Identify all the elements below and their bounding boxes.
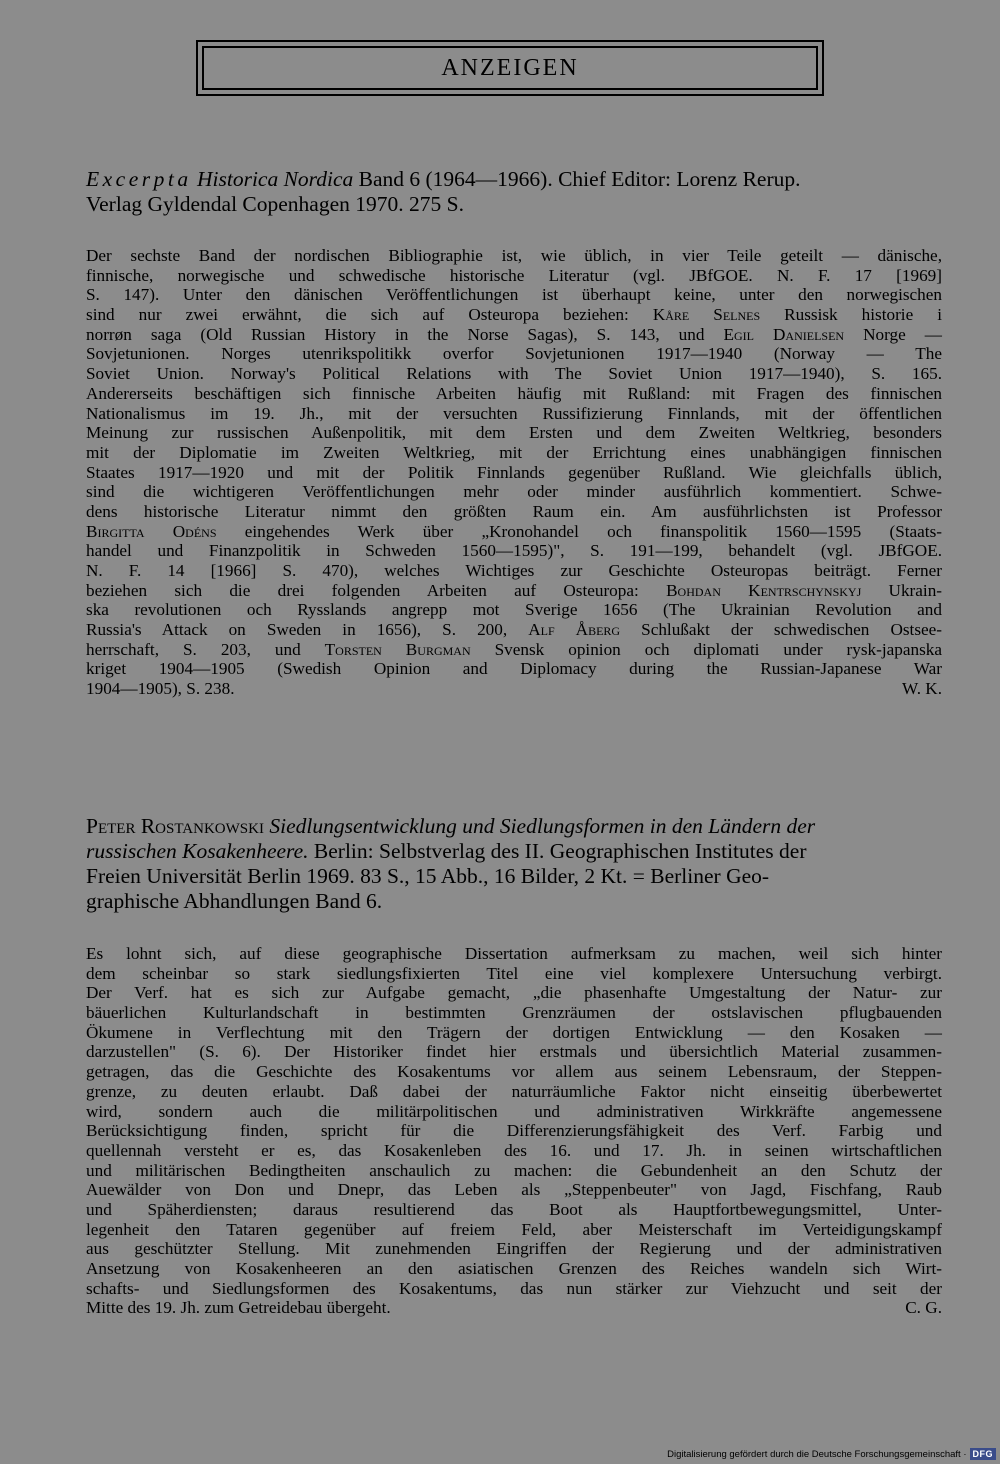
text-run: Norge — — [844, 324, 942, 344]
body-line — [86, 1102, 942, 1122]
dfg-logo: DFG — [970, 1448, 997, 1460]
body-line — [86, 1082, 942, 1102]
review-1-body — [86, 246, 942, 699]
text-run: getragen, das die Geschichte des Kosakentums vor allem aus seinem Lebensraum, der Steppen- — [86, 1062, 942, 1082]
body-line — [86, 1121, 942, 1141]
text-run: Freien Universität Berlin 1969. 83 S., 15 Abb., 16 Bilder, 2 Kt. = Berliner Geo- — [86, 864, 770, 888]
text-run: und Späherdiensten; daraus resultierend das Boot als Hauptfortbewegungsmittel, Unter- — [86, 1199, 942, 1219]
heading-line — [86, 889, 942, 914]
body-line — [86, 404, 942, 424]
body-line — [86, 443, 942, 463]
body-line — [86, 384, 942, 404]
body-line — [86, 1279, 942, 1299]
text-run: ska revolutionen och Rysslands angrepp mot Sverige 1656 (The Ukrainian Revolution and — [86, 600, 942, 620]
text-run: Russisk historie i — [760, 305, 942, 325]
text-run: handel und Finanzpolitik in Schweden 1560—1595)", S. 191—199, behandelt (vgl. JBfGOE. — [86, 541, 942, 561]
last-line-text: 1904—1905), S. 238. — [86, 679, 235, 699]
last-line-text: Mitte des 19. Jh. zum Getreidebau übergeht. — [86, 1298, 391, 1318]
text-run: Der sechste Band der nordischen Bibliographie ist, wie üblich, in vier Teile geteilt — dänische, — [86, 246, 942, 265]
text-run: N. F. 14 [1966] S. 470), welches Wichtiges zur Geschichte Osteuropas beiträgt. Ferner — [86, 561, 942, 580]
text-run: S. 147). Unter den dänischen Veröffentlichungen ist überhaupt keine, unter den norwegischen — [86, 285, 942, 305]
text-run: Svensk opinion och diplomati under rysk-japanska — [470, 639, 942, 659]
body-line — [86, 1200, 942, 1220]
reviewer-initials: C. G. — [905, 1298, 942, 1318]
body-line — [86, 561, 942, 581]
body-line — [86, 620, 942, 640]
body-line — [86, 1141, 942, 1161]
body-line — [86, 600, 942, 620]
review-2-body — [86, 944, 942, 1318]
body-line — [86, 964, 942, 984]
text-run: Berlin: Selbstverlag des II. Geographischen Institutes der — [308, 839, 807, 863]
heading-line — [86, 814, 942, 839]
text-run: Ökumene in Verflechtung mit den Trägern der dortigen Entwicklung — den Kosaken — — [86, 1022, 942, 1042]
text-run: bäuerlichen Kulturlandschaft in bestimmten Grenzräumen der ostslavischen pflugbauenden — [86, 1003, 942, 1023]
body-line — [86, 1003, 942, 1023]
text-run: kriget 1904—1905 (Swedish Opinion and Diplomacy during the Russian-Japanese War — [86, 659, 942, 679]
body-line — [86, 482, 942, 502]
body-last-line — [86, 1298, 942, 1318]
text-run: Verlag Gyldendal Copenhagen 1970. 275 S. — [86, 192, 464, 216]
text-run: Meinung zur russischen Außenpolitik, mit dem Ersten und dem Zweiten Weltkrieg, besonders — [86, 423, 942, 443]
section-title-box — [196, 40, 824, 96]
text-run: Der Verf. hat es sich zur Aufgabe gemacht, „die phasenhafte Umgestaltung der Natur- zur — [86, 983, 942, 1003]
body-line — [86, 502, 942, 522]
body-line — [86, 344, 942, 364]
text-run: dem scheinbar so stark siedlungsfixierten Titel eine viel komplexere Untersuchung verbirgt. — [86, 963, 942, 983]
text-run: Schlußakt der schwedischen Ostsee- — [620, 620, 942, 640]
body-line — [86, 1042, 942, 1062]
body-line — [86, 640, 942, 660]
text-run: Ansetzung von Kosakenheeren an den asiatischen Grenzen des Reiches wandeln sich Wirt- — [86, 1259, 942, 1278]
text-run: Staates 1917—1920 und mit der Politik Finnlands gegenüber Rußland. Wie gleichfalls üblich, — [86, 462, 942, 482]
text-run: dens historische Literatur nimmt den größten Raum ein. Am ausführlichsten ist Professor — [86, 501, 942, 521]
body-line — [86, 1161, 942, 1181]
text-run: Ukrain- — [861, 580, 943, 600]
text-run: Russia's Attack on Sweden in 1656), S. 200, — [86, 620, 529, 640]
body-line — [86, 983, 942, 1003]
text-run: sind nur zwei erwähnt, die sich auf Osteuropa beziehen: — [86, 305, 653, 325]
text-run: aus geschützter Stellung. Mit zunehmenden Eingriffen der Regierung und der administrativen — [86, 1239, 942, 1259]
author-name: Alf Åberg — [528, 620, 621, 640]
digitization-credit — [667, 1448, 996, 1460]
text-run: Band 6 (1964—1966). Chief Editor: Lorenz Rerup. — [353, 167, 801, 191]
text-run: Berücksichtigung finden, spricht für die Differenzierungsfähigkeit des Verf. Farbig und — [86, 1121, 942, 1141]
text-run: Auewälder von Don und Dnepr, das Leben als „Steppenbeuter" von Jagd, Fischfang, Raub — [86, 1180, 942, 1200]
author-name: Torsten Burgman — [324, 639, 471, 659]
body-line — [86, 1259, 942, 1279]
text-run: Soviet Union. Norway's Political Relations with The Soviet Union 1917—1940), S. 165. — [86, 364, 942, 384]
body-line — [86, 522, 942, 542]
body-line — [86, 325, 942, 345]
reviewer-initials: W. K. — [902, 679, 942, 699]
text-run: quellennah versteht er es, das Kosakenleben des 16. und 17. Jh. in seinen wirtschaftlichen — [86, 1140, 942, 1160]
text-run: herrschaft, S. 203, und — [86, 639, 325, 659]
heading-line — [86, 839, 942, 864]
body-line — [86, 541, 942, 561]
text-run: mit der Diplomatie im Zweiten Weltkrieg, mit der Errichtung eines unabhängigen finnischen — [86, 442, 942, 462]
text-run: finnische, norwegische und schwedische historische Literatur (vgl. JBfGOE. N. F. 17 [1969] — [86, 265, 942, 285]
italic-text: Historica Nordica — [191, 167, 354, 191]
heading-line — [86, 192, 942, 217]
spaced-italic-text: Excerpta — [86, 167, 192, 191]
body-line — [86, 463, 942, 483]
body-line — [86, 1239, 942, 1259]
body-line — [86, 285, 942, 305]
body-last-line — [86, 679, 942, 699]
text-run: norrøn saga (Old Russian History in the Norse Sagas), S. 143, und — [86, 324, 724, 344]
body-line — [86, 944, 942, 964]
body-line — [86, 266, 942, 286]
body-line — [86, 246, 942, 266]
italic-text: russischen Kosakenheere. — [86, 839, 309, 863]
body-line — [86, 1023, 942, 1043]
heading-line — [86, 864, 942, 889]
author-name: Peter Rostankowski — [86, 814, 264, 838]
text-run: schafts- und Siedlungsformen des Kosakentums, das nun stärker zur Viehzucht und seit der — [86, 1278, 942, 1298]
text-run: sind die wichtigeren Veröffentlichungen mehr oder minder ausführlich kommentiert. Schwe- — [86, 482, 942, 502]
author-name: Birgitta Odéns — [86, 521, 217, 541]
author-name: Egil Danielsen — [723, 324, 845, 344]
text-run: und militärischen Bedingtheiten anschaulich zu machen: die Gebundenheit an den Schutz der — [86, 1160, 942, 1180]
section-title: ANZEIGEN — [202, 46, 818, 90]
text-run: Andererseits beschäftigen sich finnische Arbeiten häufig mit Rußland: mit Fragen des finnischen — [86, 383, 942, 403]
author-name: Bohdan Kentrschynskyj — [666, 580, 862, 600]
credit-text: Digitalisierung gefördert durch die Deutsche Forschungsgemeinschaft · — [667, 1448, 967, 1460]
text-run: Nationalismus im 19. Jh., mit der versuchten Russifizierung Finnlands, mit der öffentlichen — [86, 403, 942, 423]
body-line — [86, 423, 942, 443]
text-run: eingehendes Werk über „Kronohandel och finanspolitik 1560—1595 (Staats- — [216, 521, 942, 541]
text-run: grenze, zu deuten erlaubt. Daß dabei der naturräumliche Faktor nicht einseitig überbewertet — [86, 1081, 942, 1101]
body-line — [86, 305, 942, 325]
body-line — [86, 364, 942, 384]
body-line — [86, 1220, 942, 1240]
body-line — [86, 1062, 942, 1082]
review-1-heading — [86, 167, 942, 217]
italic-text: Siedlungsentwicklung und Siedlungsformen in den Ländern der — [263, 814, 816, 838]
review-2-heading — [86, 814, 942, 914]
author-name: Kåre Selnes — [652, 305, 761, 325]
body-line — [86, 659, 942, 679]
text-run: Sovjetunionen. Norges utenrikspolitikk overfor Sovjetunionen 1917—1940 (Norway — The — [86, 344, 942, 364]
body-line — [86, 581, 942, 601]
text-run: wird, sondern auch die militärpolitischen und administrativen Wirkkräfte angemessene — [86, 1101, 942, 1121]
text-run: legenheit den Tataren gegenüber auf freiem Feld, aber Meisterschaft im Verteidigungskampf — [86, 1219, 942, 1239]
body-line — [86, 1180, 942, 1200]
heading-line — [86, 167, 942, 192]
text-run: darzustellen" (S. 6). Der Historiker findet hier erstmals und übersichtlich Material zusammen- — [86, 1042, 942, 1062]
text-run: beziehen sich die drei folgenden Arbeiten auf Osteuropa: — [86, 580, 667, 600]
text-run: graphische Abhandlungen Band 6. — [86, 889, 383, 913]
text-run: Es lohnt sich, auf diese geographische Dissertation aufmerksam zu machen, weil sich hinter — [86, 944, 942, 963]
